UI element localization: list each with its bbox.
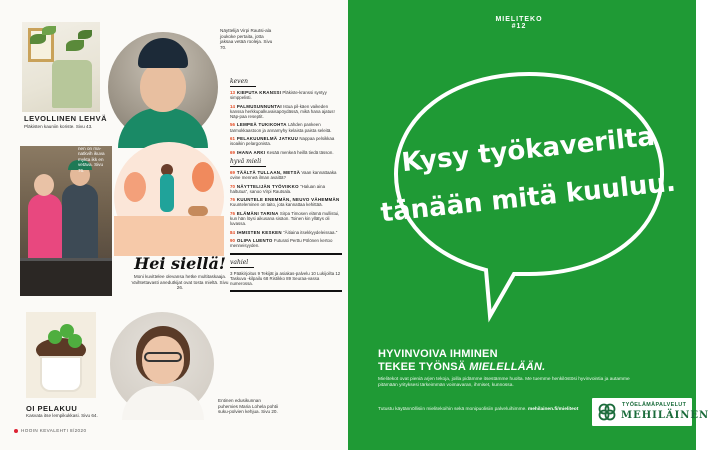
mehilainen-logo-icon <box>598 403 616 421</box>
walking-illustration <box>114 142 224 252</box>
toc-entry[interactable]: 69 IHANA ARKI Kesää menkeä heillä tiedä tässon. <box>230 149 334 155</box>
logo-tagline: TYÖELÄMÄPALVELUT <box>622 402 687 408</box>
toc-section-title: hyvä mieli <box>230 158 266 167</box>
toc-divider <box>230 253 342 255</box>
lohela-portrait <box>110 312 214 416</box>
ad-body-text: Mielitekot ovat pieniä arjen tekoja, joilla pidämme itsestämme huolta. Me tuemme henkilöstösi hyvinvointia ja autamme pitämään yrityksesi tärkeimmän voimavaran, ihmiset, kunnossa. <box>378 377 630 388</box>
regulars-list: 3 Pääkirjoitus 9 Tekijät ja asiakas-palvelu 10 Lukijoilta 12 Taskuva -kilpailu 68 Ristikko 89 Seuraa-vassa numerossa. <box>230 270 341 287</box>
hei-title: Hei siellä! <box>134 254 226 273</box>
virpi-portrait <box>108 32 218 142</box>
ad-link[interactable]: mehilainen.fi/mieliteot <box>527 407 579 412</box>
ad-headline: HYVINVOIVA IHMINEN TEKEE TYÖNSÄ MIELELLÄÄN. <box>378 348 546 373</box>
toc-section-title: keven <box>230 78 256 87</box>
toc-entry[interactable]: 69 TÄÄLTÄ TULLAAN, METSÄ Vaan kannattaaka ovine menneä ilman avaittä? <box>230 169 337 181</box>
toc-entry[interactable]: 14 PALMUSUNNUNTAI Istua pil-käen vaikeden kanssa herkkupalkuvaisapöydässä, mikä hana ajatus! Näp-paa reseptit. <box>230 103 335 120</box>
toc-entry[interactable]: 90 OLIPA LUENTO Futurati Perttu Pölönen kertoo menneisyyden. <box>230 237 333 249</box>
contents-page <box>0 0 348 450</box>
plant-heading: LEVOLLINEN LEHVÄ <box>24 114 108 123</box>
bubble-text-line1: Kysy työkaverilta <box>400 121 657 179</box>
lohela-caption: Entinen edusikunnan puhemies Maria Lohela pohtii suku-polvien kehjua. Sivu 20. <box>218 398 279 415</box>
couple-caption: Sirpa Timo-nen on ma-natkvih ikuva mykta ikk en vetäva. Sivu 76. <box>78 140 105 173</box>
footer-dot-icon <box>14 429 18 433</box>
toc-section-title: vahiel <box>230 259 254 268</box>
toc-entry[interactable]: 13 KIEPUTA KRANSSI Pläkiste-kranssi syntyy simppelisti. <box>230 90 327 101</box>
toc-entry[interactable]: 61 PELAKUUNELMÄ JATKUU Nappaa pelsikkaa isoaikin pelargonista. <box>230 136 335 147</box>
hei-caption: Moni kuvittelee olevansa hetke multitaskaaja. Vaihtettavasti anedutkijat ovat tosta mieltä. Sivu 26. <box>131 274 229 291</box>
issue-label: MIELITEKO #12 <box>495 16 543 30</box>
toc-divider <box>230 290 342 292</box>
logo-wordmark: MEHILÄINEN <box>621 410 709 421</box>
cake-photo <box>26 312 96 398</box>
cake-caption: Kasvata itse lempikukkasi. Sivu 64. <box>26 413 98 418</box>
page-footer: HOOIN KEVALEHTI 8/2020 <box>14 428 86 433</box>
table-of-contents <box>230 78 342 296</box>
virpi-caption: Näyttelijä Virpi Rautsi-ala joukoke pertaita, jotta jaksaa vetää rooleja. Sivu 70. <box>220 28 273 50</box>
plant-caption: Pläkisten kauniin koriste. Sivu 43. <box>24 124 93 129</box>
speech-bubble <box>379 66 678 326</box>
toc-entry[interactable]: 84 IHMISTEN KESKEN "Äitiaina itsekkyydeleissaa." <box>230 229 338 235</box>
ad-cta-text: Tutustu käytännöllisiin mielitekoihin sekä monipuolisiin palveluihimme. mehilainen.fi/mieliteot <box>378 407 579 412</box>
toc-entry[interactable]: 76 ELÄMÄNI TARINA Sirpa Timosen elämä mullistui, kun hän löysi aikusana sisäon. Toinen kin yllätys oli luvassa. <box>230 210 340 227</box>
toc-entry[interactable]: 70 NÄYTTELIJÄN TYÖVIIKKO "Haluan aina haltutua", sanoo Virpi Rautsala. <box>230 183 326 194</box>
toc-entry[interactable]: 56 LEMPEÄ TUKIKOHTA Lähden pankeen tarmokkaastoon ja annamyhy kelaista paista seleitä. <box>230 122 332 133</box>
cake-heading: OI PELAKUU <box>26 404 78 413</box>
plant-photo <box>22 22 100 112</box>
toc-entry[interactable]: 76 KUUNTELE ENEMMÄN, NEUVO VÄHEMMÄN Kuunteleminen on taito, jota kannattaa kehittää. <box>230 197 340 208</box>
mehilainen-logo[interactable] <box>592 398 709 426</box>
bubble-text-line2: tänään mitä kuuluu. <box>379 167 678 229</box>
